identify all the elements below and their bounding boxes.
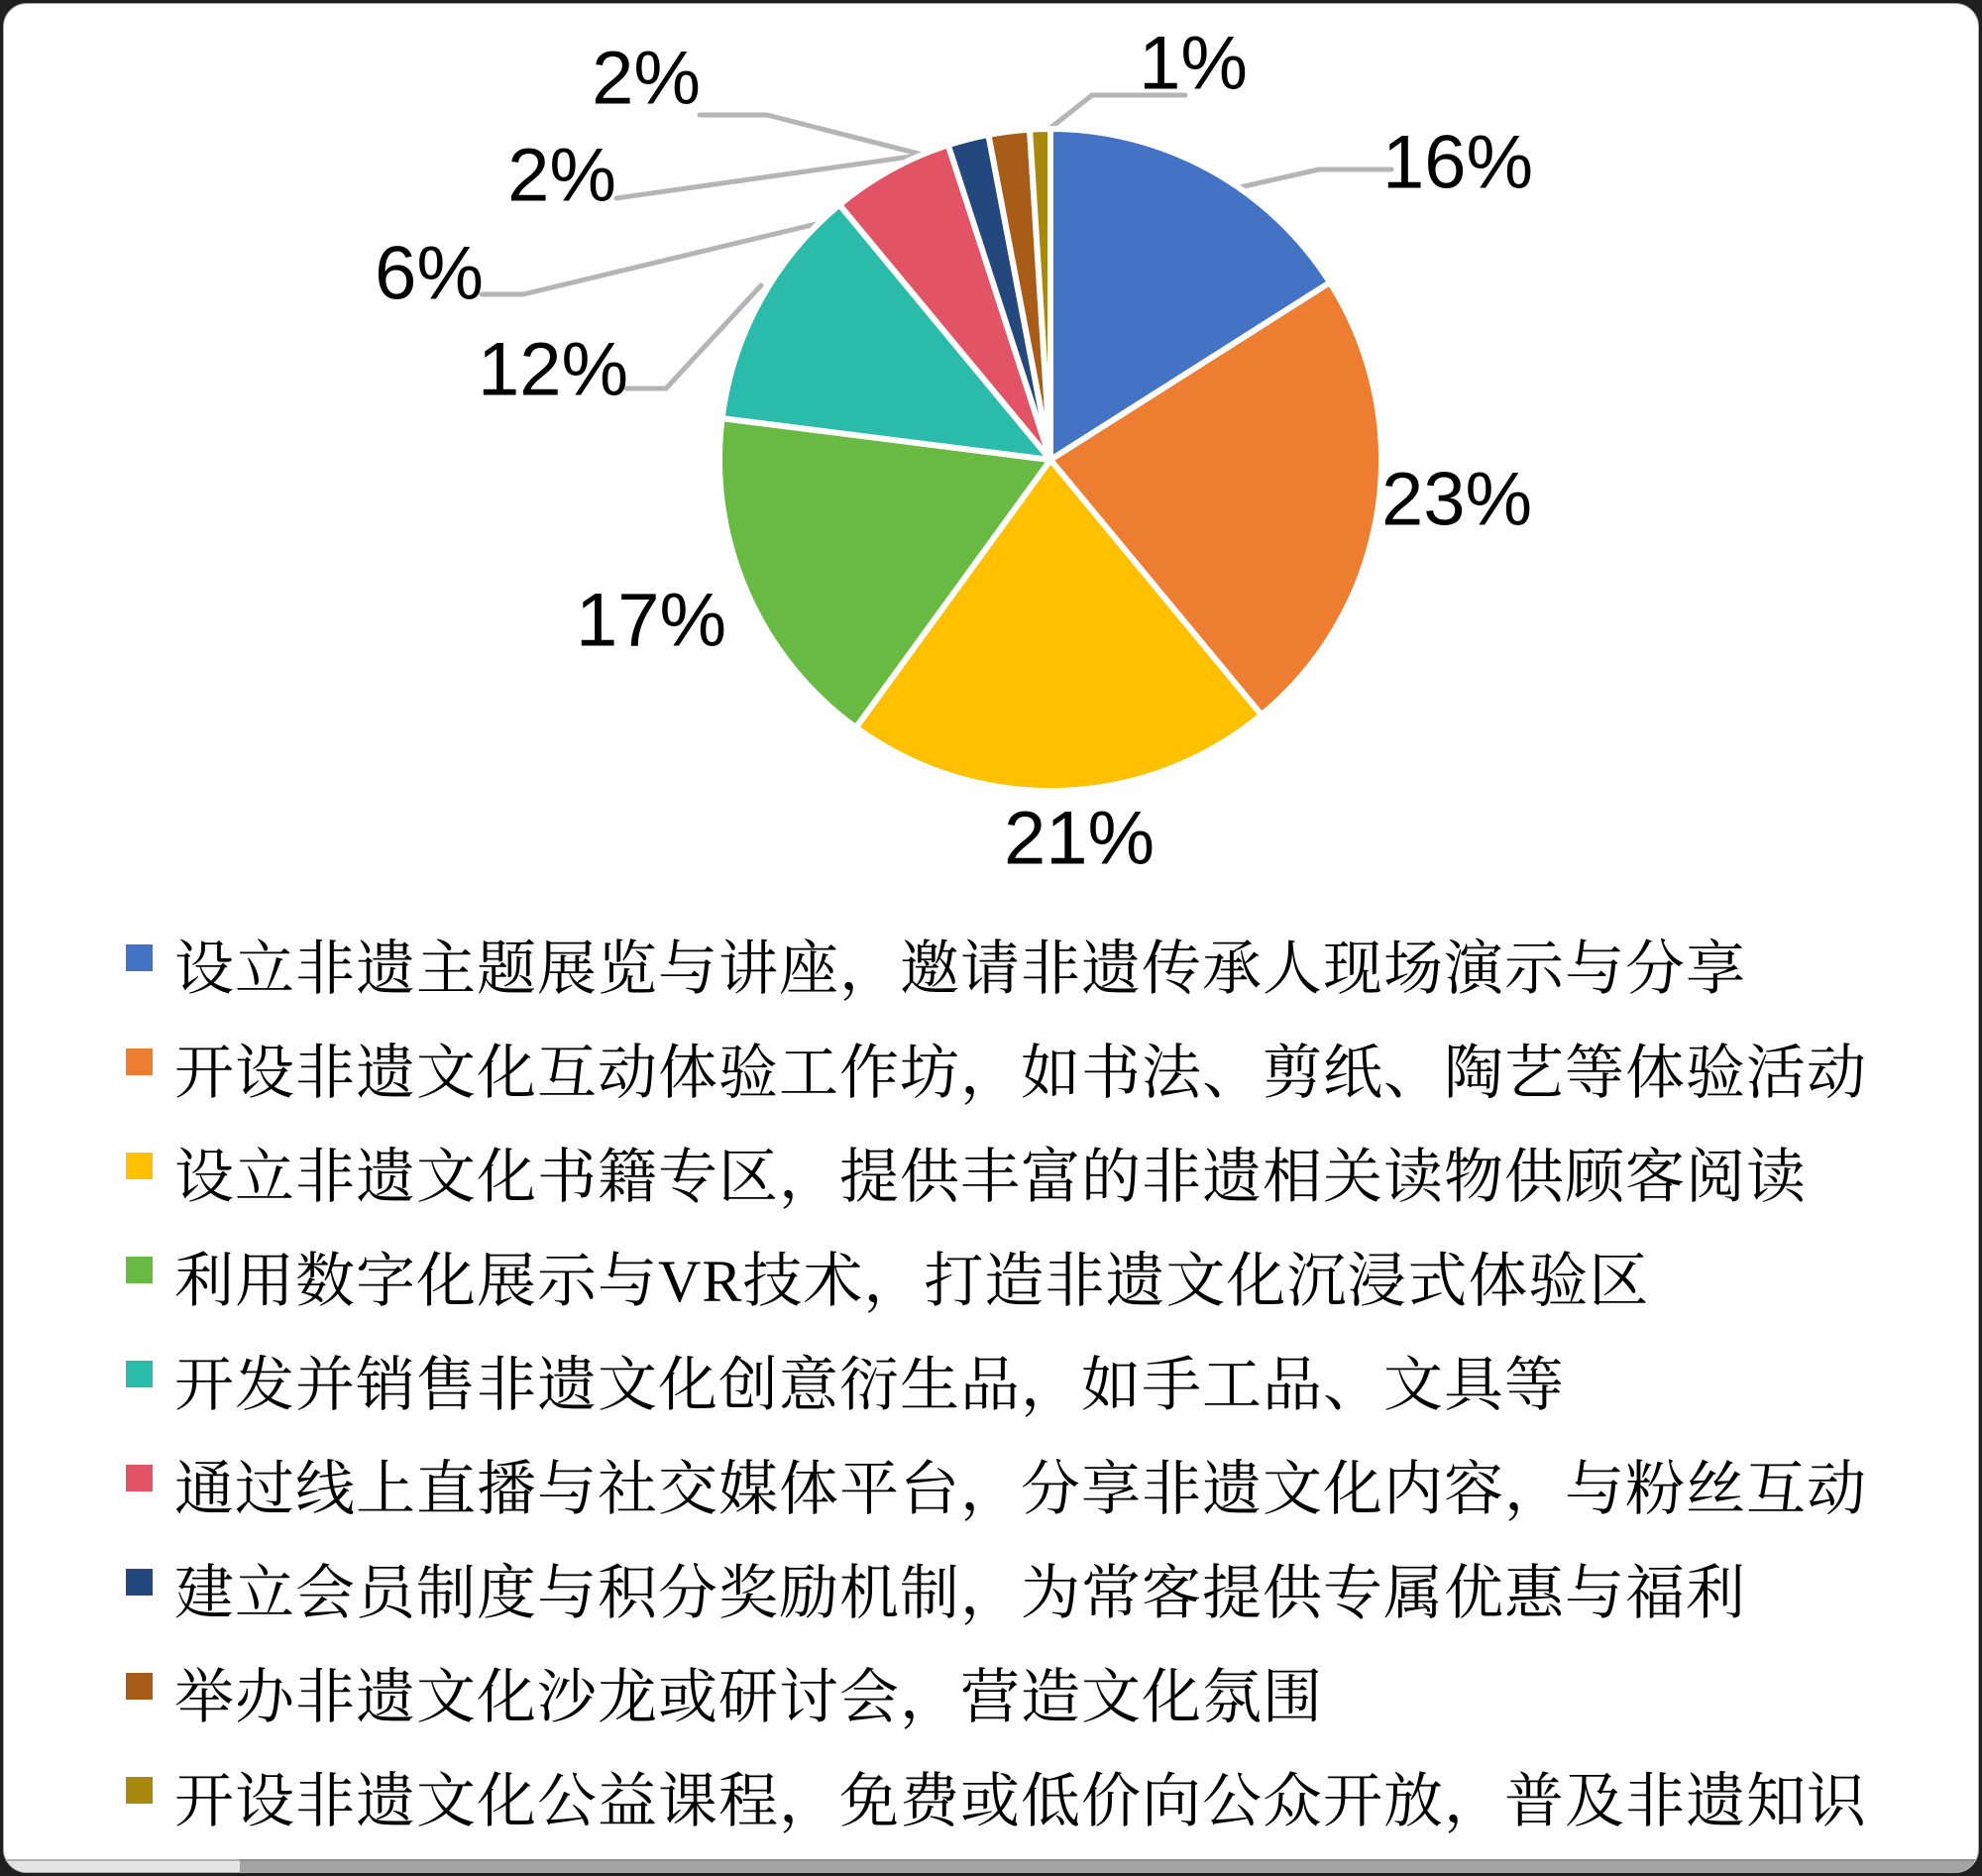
legend-item-8[interactable] [4, 1744, 1979, 1848]
legend-item-6[interactable] [4, 1536, 1979, 1640]
pct-label-7: 2% [507, 133, 616, 218]
window-bottom-edge-left [4, 1859, 240, 1872]
legend-item-5[interactable] [4, 1432, 1979, 1536]
legend-item-2[interactable] [4, 1120, 1979, 1224]
legend-item-3[interactable] [4, 1224, 1979, 1328]
legend-label: 设立非遗主题展览与讲座，邀请非遗传承人现场演示与分享 [174, 936, 1746, 1002]
pct-label-3: 17% [575, 578, 727, 663]
legend-swatch-icon [126, 1361, 153, 1387]
pct-label-4: 12% [477, 327, 629, 412]
window-bottom-edge [4, 1859, 1978, 1872]
legend-label: 利用数字化展示与VR技术，打造非遗文化沉浸式体验区 [174, 1248, 1650, 1314]
chart-legend [4, 912, 1979, 1848]
chart-card [3, 3, 1979, 1873]
legend-swatch-icon [126, 1569, 153, 1596]
legend-item-4[interactable] [4, 1328, 1979, 1432]
legend-item-1[interactable] [4, 1016, 1979, 1120]
pct-label-8: 1% [1139, 21, 1248, 106]
pct-label-2: 21% [1003, 796, 1156, 881]
pct-label-5: 6% [375, 231, 484, 316]
pie-chart [4, 4, 1979, 906]
legend-label: 开设非遗文化互动体验工作坊，如书法、剪纸、陶艺等体验活动 [174, 1040, 1867, 1106]
legend-label: 设立非遗文化书籍专区，提供丰富的非遗相关读物供顾客阅读 [174, 1144, 1807, 1210]
pct-label-1: 23% [1380, 457, 1533, 542]
legend-swatch-icon [126, 1673, 153, 1700]
legend-label: 建立会员制度与积分奖励机制，为常客提供专属优惠与福利 [174, 1560, 1746, 1626]
legend-swatch-icon [126, 1048, 153, 1075]
legend-swatch-icon [126, 1465, 153, 1491]
legend-swatch-icon [126, 944, 153, 971]
legend-item-7[interactable] [4, 1640, 1979, 1744]
pct-label-0: 16% [1381, 120, 1534, 205]
legend-swatch-icon [126, 1153, 153, 1179]
legend-label: 通过线上直播与社交媒体平台，分享非遗文化内容，与粉丝互动 [174, 1456, 1867, 1522]
legend-swatch-icon [126, 1777, 153, 1804]
legend-label: 开设非遗文化公益课程，免费或低价向公众开放，普及非遗知识 [174, 1768, 1867, 1834]
pct-label-6: 2% [592, 36, 701, 121]
pie-slices [719, 129, 1381, 791]
legend-item-0[interactable] [4, 912, 1979, 1016]
legend-label: 举办非遗文化沙龙或研讨会，营造文化氛围 [174, 1664, 1323, 1730]
legend-swatch-icon [126, 1257, 153, 1283]
leader-line-0 [1240, 169, 1391, 187]
window-bottom-edge-right [240, 1859, 1978, 1872]
legend-label: 开发并销售非遗文化创意衍生品，如手工品、文具等 [174, 1352, 1565, 1418]
